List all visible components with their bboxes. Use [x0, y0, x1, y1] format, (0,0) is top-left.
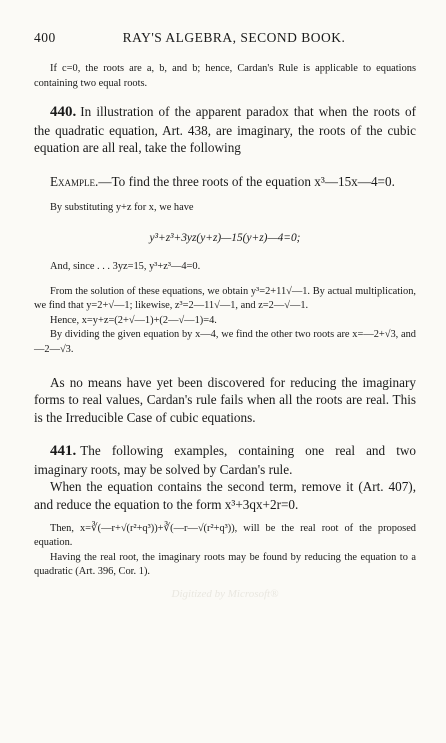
intro-paragraph: If c=0, the roots are a, b, and b; hence, Cardan's Rule is applicable to equations containing two equal roots. — [34, 63, 416, 89]
dividing-paragraph: By dividing the given equation by x—4, we find the other two roots are x=—2+√3, and —2—√3. — [34, 329, 416, 355]
when-paragraph: When the equation contains the second term, remove it (Art. 407), and reduce the equation to the form x³+3qx+2r=0. — [34, 479, 416, 513]
article-441-paragraph — [34, 442, 416, 478]
book-page — [34, 30, 416, 600]
example-text: —To find the three roots of the equation x³—15x—4=0. — [98, 173, 395, 189]
and-since-line: And, since . . . 3yz=15, y³+z³—4=0. — [50, 260, 201, 272]
running-header — [34, 30, 416, 46]
hence-line: Hence, x=y+z=(2+√—1)+(2—√—1)=4. — [50, 314, 217, 326]
substitution-line: By substituting y+z for x, we have — [50, 201, 194, 213]
then-paragraph: Then, x=∛(—r+√(r²+q³))+∛(—r—√(r²+q³)), will be the real root of the proposed equation. — [34, 522, 416, 549]
article-441-text: The following examples, containing one real and two imaginary roots, may be solved by Cardan's rule. — [34, 443, 416, 477]
irreducible-case-paragraph: As no means have yet been discovered for reducing the imaginary forms to real values, Cardan's rule fails when all the roots are real. This is the Irreducible Case of cubic equations. — [34, 374, 416, 425]
article-440-paragraph — [34, 103, 416, 157]
having-paragraph: Having the real root, the imaginary roots may be found by reducing the equation to a quadratic (Art. 396, Cor. 1). — [34, 551, 416, 578]
example-label: Example. — [50, 173, 99, 189]
equation-expanded: y³+z³+3yz(y+z)—15(y+z)—4=0; — [149, 231, 301, 244]
article-440-text: In illustration of the apparent paradox that when the roots of the quadratic equation, Art. 438, are imaginary, the roots of the cubic equation are all real, take the following — [34, 104, 416, 156]
article-441-number: 441. — [50, 443, 77, 460]
page-number: 400 — [34, 30, 56, 45]
watermark: Digitized by Microsoft® — [171, 588, 279, 601]
example-paragraph — [34, 173, 416, 191]
article-440-number: 440. — [50, 104, 77, 121]
running-title: RAY'S ALGEBRA, SECOND BOOK. — [122, 30, 346, 45]
solution-paragraph: From the solution of these equations, we obtain y³=2+11√—1. By actual multiplication, we find that y=2+√—1; likewise, z³=2—11√—1, and z=2—√—1. — [34, 285, 416, 312]
